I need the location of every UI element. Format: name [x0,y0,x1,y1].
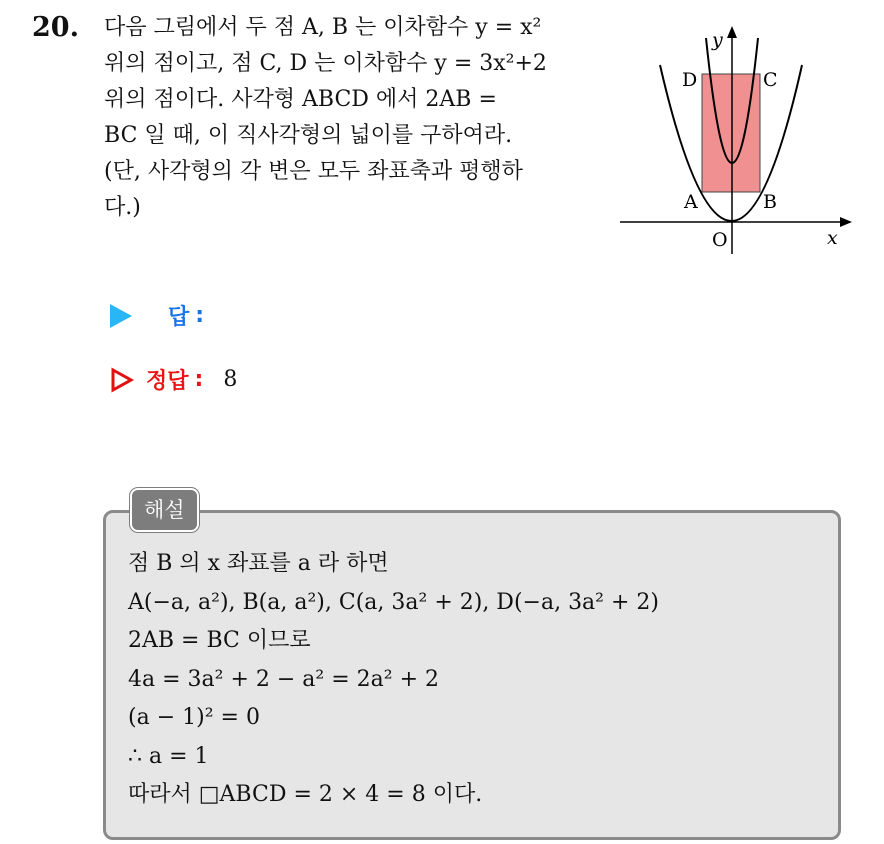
parabola-graph [612,22,857,257]
answer-label: 답 [168,305,190,330]
answer-row [110,300,204,331]
point-d-label: D [682,69,698,91]
problem-number: 20. [32,12,79,43]
correct-answer-row [110,364,237,395]
correct-answer-value: 8 [223,367,238,392]
solution-line-6: ∴ a = 1 [128,743,209,769]
solution-line-5: (a − 1)² = 0 [128,705,260,730]
correct-answer-colon: : [194,367,204,392]
solution-line-1: 점 B 의 x 좌표를 a 라 하면 [128,551,389,576]
correct-answer-label: 정답 [146,369,189,394]
problem-line-5: (단, 사각형의 각 변은 모두 좌표축과 평행하 [104,159,523,184]
solution-line-2: A(−a, a²), B(a, a²), C(a, 3a² + 2), D(−a, 3a² + 2) [128,589,659,615]
solution-text [128,545,659,815]
solution-tag: 해설 [130,488,199,532]
problem-line-3: 위의 점이다. 사각형 ABCD 에서 2AB = [104,87,497,112]
solution-line-4: 4a = 3a² + 2 − a² = 2a² + 2 [128,666,440,692]
problem-line-6: 다.) [104,195,141,220]
problem-line-2: 위의 점이고, 점 C, D 는 이차함수 y = 3x²+2 [104,51,547,76]
play-triangle-icon [110,304,132,328]
x-axis-label: x [827,227,838,249]
y-axis-arrow-icon [727,26,737,38]
problem-line-4: BC 일 때, 이 직사각형의 넓이를 구하여라. [104,123,513,148]
point-b-label: B [763,191,777,213]
problem-line-1: 다음 그림에서 두 점 A, B 는 이차함수 y = x² [104,15,542,40]
solution-line-7: 따라서 □ABCD = 2 × 4 = 8 이다. [128,782,483,807]
problem-text [104,10,594,226]
y-axis-label: y [712,29,723,51]
outline-triangle-icon [110,367,134,393]
origin-label: O [712,229,728,251]
point-a-label: A [684,191,698,213]
answer-colon: : [195,303,205,328]
solution-line-3: 2AB = BC 이므로 [128,628,311,653]
x-axis-arrow-icon [840,217,852,227]
point-c-label: C [763,69,778,91]
